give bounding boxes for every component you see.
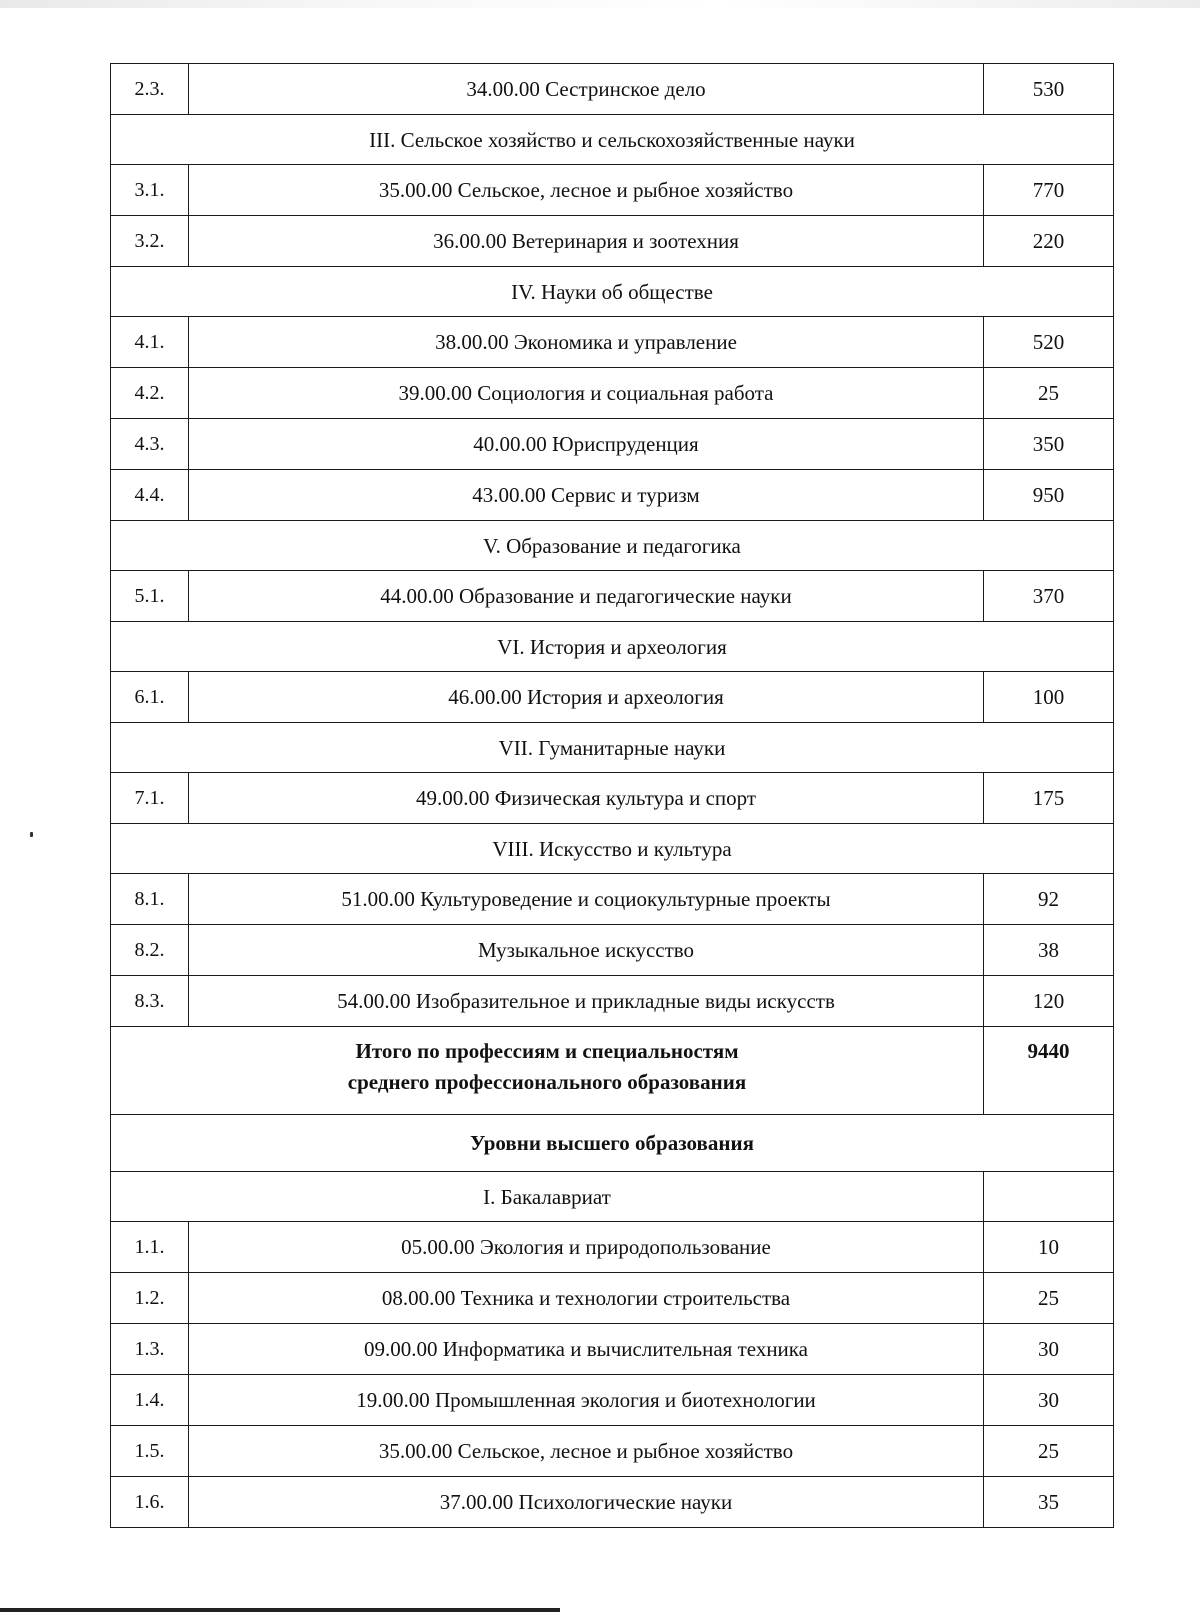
row-number: 8.1. — [111, 874, 189, 925]
specialty-name: 35.00.00 Сельское, лесное и рыбное хозяйство — [189, 1426, 984, 1477]
quota-value: 770 — [984, 165, 1114, 216]
quota-value: 120 — [984, 976, 1114, 1027]
quota-value: 30 — [984, 1324, 1114, 1375]
section-header-row — [111, 622, 1114, 672]
quota-value: 38 — [984, 925, 1114, 976]
specialty-name: 08.00.00 Техника и технологии строительства — [189, 1273, 984, 1324]
scan-edge-bottom — [0, 1608, 560, 1612]
table-row — [111, 1273, 1114, 1324]
subsection-row — [111, 1172, 1114, 1222]
total-label — [111, 1027, 984, 1115]
quota-value: 25 — [984, 1426, 1114, 1477]
table-row — [111, 1375, 1114, 1426]
section-header-row — [111, 723, 1114, 773]
scan-speck — [30, 832, 33, 837]
section-header-row — [111, 521, 1114, 571]
specialty-name: 51.00.00 Культуроведение и социокультурные проекты — [189, 874, 984, 925]
row-number: 2.3. — [111, 64, 189, 115]
section-title: VIII. Искусство и культура — [111, 824, 1114, 874]
table-row — [111, 976, 1114, 1027]
specialty-name: 46.00.00 История и археология — [189, 672, 984, 723]
table-row — [111, 773, 1114, 824]
row-number: 8.3. — [111, 976, 189, 1027]
specialty-name: 54.00.00 Изобразительное и прикладные виды искусств — [189, 976, 984, 1027]
row-number: 4.3. — [111, 419, 189, 470]
section-header-row — [111, 267, 1114, 317]
section-title: III. Сельское хозяйство и сельскохозяйственные науки — [111, 115, 1114, 165]
subsection-value — [984, 1172, 1114, 1222]
quota-value: 520 — [984, 317, 1114, 368]
row-number: 1.2. — [111, 1273, 189, 1324]
section-title: V. Образование и педагогика — [111, 521, 1114, 571]
row-number: 4.4. — [111, 470, 189, 521]
subsection-title: I. Бакалавриат — [111, 1172, 984, 1222]
total-value: 9440 — [984, 1027, 1114, 1115]
row-number: 3.1. — [111, 165, 189, 216]
specialty-name: 37.00.00 Психологические науки — [189, 1477, 984, 1528]
specialty-name: 09.00.00 Информатика и вычислительная техника — [189, 1324, 984, 1375]
quota-value: 92 — [984, 874, 1114, 925]
total-row — [111, 1027, 1114, 1115]
specialty-name: 43.00.00 Сервис и туризм — [189, 470, 984, 521]
row-number: 7.1. — [111, 773, 189, 824]
table-row — [111, 419, 1114, 470]
education-level-heading-row — [111, 1115, 1114, 1172]
section-title: VI. История и археология — [111, 622, 1114, 672]
quota-value: 220 — [984, 216, 1114, 267]
table-row — [111, 1324, 1114, 1375]
table-row — [111, 1222, 1114, 1273]
quota-value: 175 — [984, 773, 1114, 824]
table-row — [111, 470, 1114, 521]
total-label-line-1: Итого по профессиям и специальностям — [355, 1039, 739, 1063]
specialty-name: 44.00.00 Образование и педагогические науки — [189, 571, 984, 622]
table-row — [111, 317, 1114, 368]
quota-value: 10 — [984, 1222, 1114, 1273]
education-level-heading: Уровни высшего образования — [111, 1115, 1114, 1172]
quota-value: 35 — [984, 1477, 1114, 1528]
table-row — [111, 571, 1114, 622]
total-label-line-2: среднего профессионального образования — [347, 1070, 747, 1094]
table-row — [111, 925, 1114, 976]
table-row — [111, 1426, 1114, 1477]
table-row — [111, 368, 1114, 419]
row-number: 5.1. — [111, 571, 189, 622]
specialty-name: 40.00.00 Юриспруденция — [189, 419, 984, 470]
row-number: 4.1. — [111, 317, 189, 368]
table-row — [111, 216, 1114, 267]
section-header-row — [111, 824, 1114, 874]
row-number: 3.2. — [111, 216, 189, 267]
row-number: 1.3. — [111, 1324, 189, 1375]
row-number: 1.5. — [111, 1426, 189, 1477]
specialty-name: 39.00.00 Социология и социальная работа — [189, 368, 984, 419]
quota-value: 530 — [984, 64, 1114, 115]
row-number: 1.4. — [111, 1375, 189, 1426]
specialty-name: 05.00.00 Экология и природопользование — [189, 1222, 984, 1273]
specialty-name: 19.00.00 Промышленная экология и биотехнологии — [189, 1375, 984, 1426]
row-number: 4.2. — [111, 368, 189, 419]
table-row — [111, 1477, 1114, 1528]
admission-quota-table — [110, 63, 1114, 1528]
row-number: 1.1. — [111, 1222, 189, 1273]
specialty-name: 49.00.00 Физическая культура и спорт — [189, 773, 984, 824]
specialty-name: 36.00.00 Ветеринария и зоотехния — [189, 216, 984, 267]
section-title: VII. Гуманитарные науки — [111, 723, 1114, 773]
quota-value: 350 — [984, 419, 1114, 470]
quota-value: 25 — [984, 368, 1114, 419]
row-number: 1.6. — [111, 1477, 189, 1528]
table-row — [111, 165, 1114, 216]
specialty-name: 38.00.00 Экономика и управление — [189, 317, 984, 368]
table-row — [111, 64, 1114, 115]
quota-value: 950 — [984, 470, 1114, 521]
quota-value: 25 — [984, 1273, 1114, 1324]
table-body — [111, 64, 1114, 1528]
specialty-name: 35.00.00 Сельское, лесное и рыбное хозяйство — [189, 165, 984, 216]
table-row — [111, 874, 1114, 925]
quota-value: 370 — [984, 571, 1114, 622]
row-number: 8.2. — [111, 925, 189, 976]
scan-edge-top — [0, 0, 1200, 8]
quota-value: 30 — [984, 1375, 1114, 1426]
specialty-name: Музыкальное искусство — [189, 925, 984, 976]
specialty-name: 34.00.00 Сестринское дело — [189, 64, 984, 115]
table-row — [111, 672, 1114, 723]
section-header-row — [111, 115, 1114, 165]
section-title: IV. Науки об обществе — [111, 267, 1114, 317]
row-number: 6.1. — [111, 672, 189, 723]
quota-value: 100 — [984, 672, 1114, 723]
